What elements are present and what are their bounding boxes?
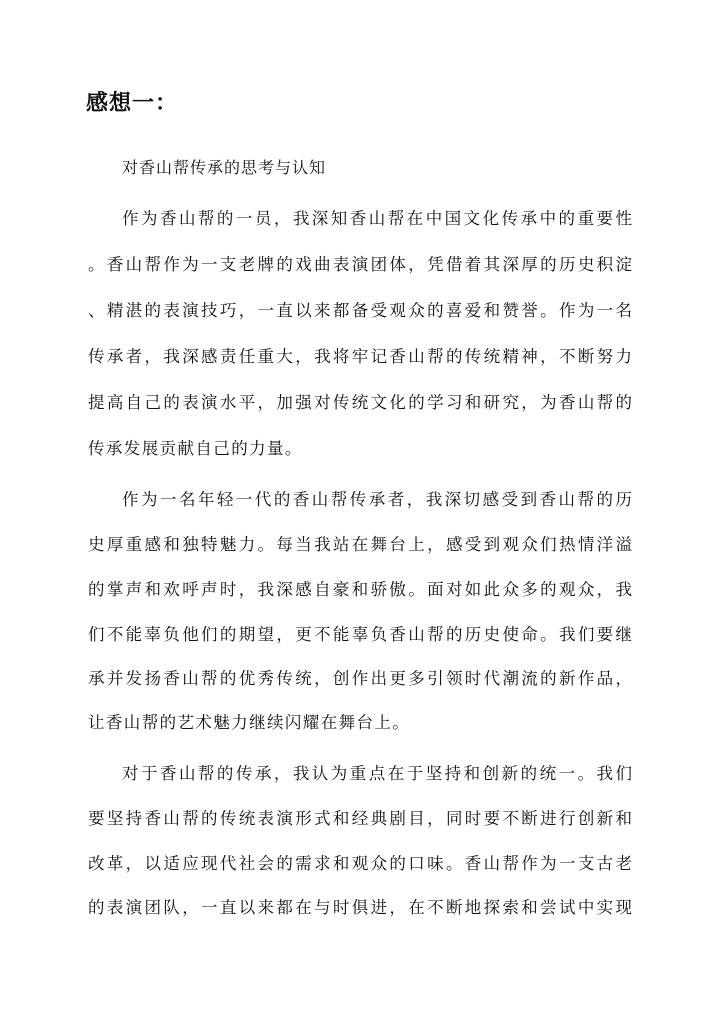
paragraph-1-line-3: 、精湛的表演技巧，一直以来都备受观众的喜爱和赞誉。作为一名 (88, 301, 632, 320)
paragraph-1-line-1: 作为香山帮的一员，我深知香山帮在中国文化传承中的重要性 (122, 209, 632, 228)
page-heading: 感想一： (86, 90, 179, 116)
paragraph-2-line-2: 史厚重感和独特魅力。每当我站在舞台上，感受到观众们热情洋溢 (88, 535, 632, 554)
paragraph-1-line-4: 传承者，我深感责任重大，我将牢记香山帮的传统精神，不断努力 (88, 347, 632, 366)
paragraph-2-line-1: 作为一名年轻一代的香山帮传承者，我深切感受到香山帮的历 (122, 490, 632, 509)
paragraph-2-line-3: 的掌声和欢呼声时，我深感自豪和骄傲。面对如此众多的观众，我 (88, 580, 632, 599)
paragraph-3-line-2: 要坚持香山帮的传统表演形式和经典剧目，同时要不断进行创新和 (88, 809, 632, 828)
paragraph-3-line-3: 改革，以适应现代社会的需求和观众的口味。香山帮作为一支古老 (88, 854, 632, 873)
paragraph-3-line-4: 的表演团队，一直以来都在与时俱进，在不断地探索和尝试中实现 (88, 898, 632, 917)
paragraph-1-line-2: 。香山帮作为一支老牌的戏曲表演团体，凭借着其深厚的历史积淀 (88, 255, 632, 274)
paragraph-2-line-4: 们不能辜负他们的期望，更不能辜负香山帮的历史使命。我们要继 (88, 625, 632, 644)
paragraph-1-line-6: 传承发展贡献自己的力量。 (88, 439, 303, 458)
paragraph-2-line-5: 承并发扬香山帮的优秀传统，创作出更多引领时代潮流的新作品， (88, 669, 632, 688)
paragraph-1-line-5: 提高自己的表演水平，加强对传统文化的学习和研究，为香山帮的 (88, 393, 632, 412)
paragraph-3-line-1: 对于香山帮的传承，我认为重点在于坚持和创新的统一。我们 (122, 764, 632, 783)
paragraph-2-line-6: 让香山帮的艺术魅力继续闪耀在舞台上。 (88, 713, 411, 732)
document-subtitle: 对香山帮传承的思考与认知 (122, 158, 327, 177)
